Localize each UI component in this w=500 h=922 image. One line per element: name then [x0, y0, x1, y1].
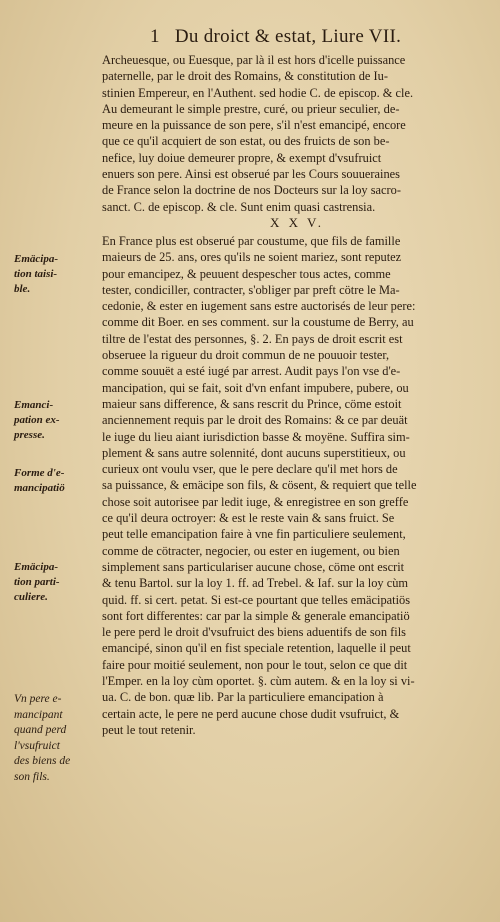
text-line: obseruee la rigueur du droit commun de ne pouuoir tester, [102, 348, 390, 363]
text-line: maieurs de 25. ans, ores qu'ils ne soient mariez, sont reputez [102, 250, 402, 265]
text-line: simplement sans particulariser aucune chose, cöme ont escrit [102, 559, 405, 574]
text-line: sont fort differentes: car par la simple & generale emancipatiö [102, 608, 410, 623]
text-line: sa puissance, & emäcipe son fils, & cösent, & requiert que telle [102, 478, 417, 493]
text-line: peut telle emancipation faire à vne fin particuliere seulement, [102, 527, 406, 542]
text-line: cedonie, & ester en iugement sans estre auctorisés de leur pere: [102, 299, 416, 314]
text-line: de France selon la doctrine de nos Docteurs sur la loy sacro- [102, 183, 401, 198]
paragraph-1 [102, 52, 492, 215]
text-line: stinien Empereur, en l'Authent. sed hodie C. de episcop. & cle. [102, 85, 414, 100]
text-line: maieur sans difference, & sans rescrit du Prince, cöme estoit [102, 396, 402, 411]
text-line: nefice, luy doiue demeurer propre, & exempt d'vsufruict [102, 150, 382, 165]
text-line: chose soit autorisee par ledit iuge, & enregistree en son greffe [102, 494, 409, 509]
text-line: l'Emper. en la loy cùm oportet. §. cùm autem. & en la loy si vi- [102, 673, 415, 688]
text-line: enuers son pere. Ainsi est obserué par les Cours souueraines [102, 167, 400, 182]
text-line: comme souuët a esté iugé par arrest. Audit pays l'on vse d'e- [102, 364, 401, 379]
text-line: le iuge du lieu aiant iurisdiction basse & moyëne. Suffira sim- [102, 429, 410, 444]
text-line: ce qu'il deura octroyer: & est le reste vain & sans fruict. Se [102, 511, 395, 526]
text-line: ua. C. de bon. quæ lib. Par la particuliere emancipation à [102, 690, 384, 705]
text-line: anciennement requis par le droit des Romains: & ce par deuät [102, 413, 408, 428]
text-line: curieux ont voulu vser, que le pere declare qu'il met hors de [102, 462, 398, 477]
margin-note-form-of-emancipation: Forme d'e- mancipatiö [14, 467, 65, 494]
margin-note-father-loses-usufruct: Vn pere e- mancipant quand perd l'vsufruict des biens de son fils. [14, 693, 71, 783]
running-title: Du droict & estat, Liure VII. [174, 26, 402, 47]
margin-note-particular-emancipation: Emäcipa- tion parti- culiere. [14, 561, 60, 603]
text-line: comme dit Boer. en ses comment. sur la coustume de Berry, au [102, 315, 414, 330]
page-number: 1 [150, 26, 160, 47]
text-line: pour emancipez, & peuuent despescher tous actes, comme [102, 266, 391, 281]
text-line: meure en la puissance de son pere, s'il n'est emancipé, encore [102, 118, 406, 133]
text-line: Au demeurant le simple prestre, curé, ou prieur seculier, de- [102, 101, 400, 116]
paragraph-2 [102, 233, 492, 738]
text-line: mancipation, qui se fait, soit d'vn enfant impubere, pubere, ou [102, 380, 409, 395]
text-line: emancipé, sinon qu'il en fist speciale retention, laquelle il peut [102, 641, 411, 656]
text-line: quid. ff. si cert. petat. Si est-ce pourtant que telles emäcipatiös [102, 592, 411, 607]
text-line: comme de cötracter, negocier, ou ester en iugement, ou bien [102, 543, 400, 558]
text-line: que ce qu'il acquiert de son estat, ou des fruicts de son be- [102, 134, 390, 149]
section-heading: X X V. [269, 214, 324, 230]
text-line: tester, condiciller, contracter, s'obliger par preft cötre le Ma- [102, 282, 400, 297]
text-line: paternelle, par le droit des Romains, & constitution de Iu- [102, 69, 388, 84]
text-line: peut le tout retenir. [102, 722, 196, 737]
text-line: & tenu Bartol. sur la loy 1. ff. ad Trebel. & Iaf. sur la loy cùm [102, 576, 409, 591]
text-line: tiltre de l'estat des personnes, §. 2. En pays de droit escrit est [102, 331, 403, 346]
text-line: certain acte, le pere ne perd aucune chose dudit vsufruict, & [102, 706, 400, 721]
margin-note-tacit-emancipation: Emäcipa- tion taisi- ble. [14, 253, 58, 295]
text-line: le pere perd le droit d'vsufruict des biens aduentifs de son fils [102, 625, 407, 640]
text-line: sanct. C. de episcop. & cle. Sunt enim quasi castrensia. [102, 199, 376, 214]
running-header [150, 26, 401, 48]
margin-note-express-emancipation: Emanci- pation ex- presse. [14, 399, 60, 441]
text-line: faire pour moitié seulement, non pour le tout, selon ce que dit [102, 657, 408, 672]
main-text [102, 52, 492, 738]
text-line: En France plus est obserué par coustume, que fils de famille [102, 233, 401, 248]
text-line: Archeuesque, ou Euesque, par là il est hors d'icelle puissance [102, 53, 406, 67]
text-line: plement & sans autre solennité, dont aucuns superstitieux, ou [102, 445, 406, 460]
